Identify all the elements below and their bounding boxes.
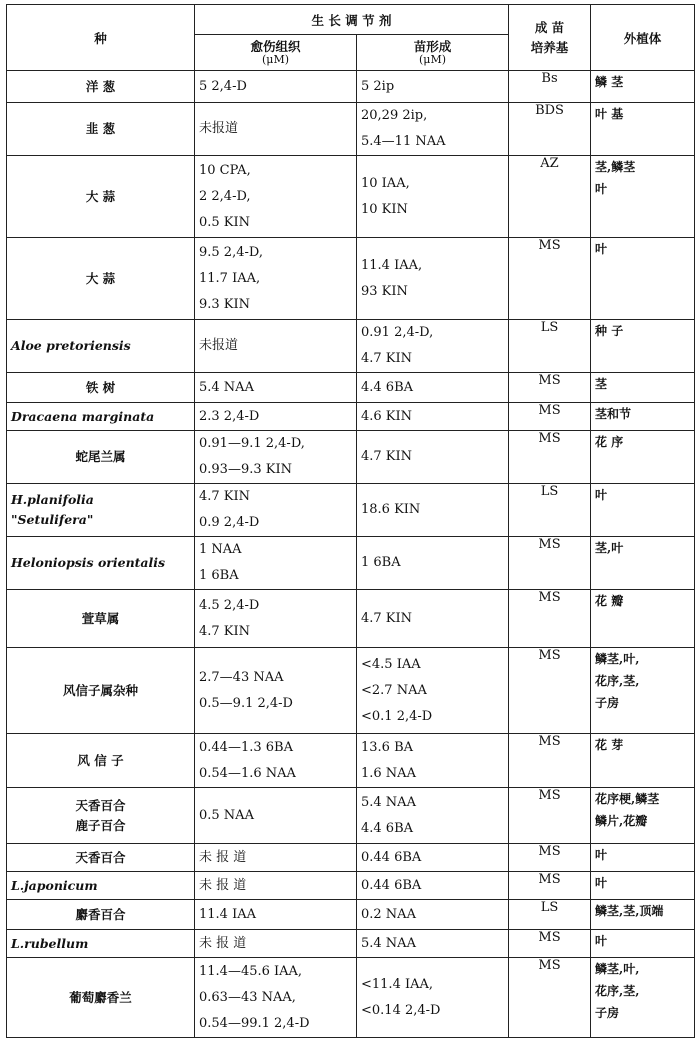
shoot-cell-line: <0.14 2,4-D xyxy=(361,1002,441,1018)
shoot-cell xyxy=(357,156,509,238)
shoot-cell-line: 0.2 NAA xyxy=(361,906,416,922)
header-shoot-unit: (μM) xyxy=(419,52,446,66)
species-cell xyxy=(7,431,195,484)
table-row xyxy=(7,788,695,844)
species-cell xyxy=(7,844,195,872)
header-regulators: 生 长 调 节 剂 xyxy=(195,5,509,35)
explant-cell-line: 茎,鳞茎 xyxy=(595,160,636,174)
table-row xyxy=(7,373,695,403)
shoot-cell-line: <0.1 2,4-D xyxy=(361,708,433,724)
species-cell xyxy=(7,590,195,648)
explant-cell xyxy=(591,71,695,103)
species-cell-line: "Setulifera" xyxy=(11,512,94,527)
shoot-cell-line: 0.44 6BA xyxy=(361,877,422,893)
species-cell xyxy=(7,71,195,103)
shoot-cell xyxy=(357,103,509,156)
explant-cell xyxy=(591,734,695,788)
species-cell-line: Aloe pretoriensis xyxy=(11,338,131,353)
explant-cell-line: 叶 基 xyxy=(595,107,624,121)
table-row xyxy=(7,156,695,238)
explant-cell-line: 鳞 茎 xyxy=(595,75,624,89)
species-cell-line: 韭 葱 xyxy=(85,121,116,136)
explant-cell xyxy=(591,930,695,958)
species-cell xyxy=(7,958,195,1038)
callus-cell xyxy=(195,238,357,320)
callus-cell-line: 0.5 KIN xyxy=(199,214,251,230)
medium-cell: MS xyxy=(509,844,591,872)
explant-cell xyxy=(591,844,695,872)
explant-cell-line: 叶 xyxy=(595,182,608,196)
callus-cell xyxy=(195,872,357,900)
medium-cell: MS xyxy=(509,403,591,431)
callus-cell-line: 未 报 道 xyxy=(199,877,247,893)
species-cell-line: H.planifolia xyxy=(11,492,94,507)
shoot-cell-line: 4.6 KIN xyxy=(361,408,413,424)
shoot-cell xyxy=(357,590,509,648)
shoot-cell-line: 0.91 2,4-D, xyxy=(361,325,434,340)
header-shoot xyxy=(357,35,509,71)
explant-cell xyxy=(591,373,695,403)
callus-cell-line: 5 2,4-D xyxy=(199,78,247,94)
shoot-cell xyxy=(357,431,509,484)
shoot-cell xyxy=(357,872,509,900)
callus-cell-line: 9.5 2,4-D, xyxy=(199,244,263,260)
shoot-cell xyxy=(357,71,509,103)
explant-cell-line: 茎和节 xyxy=(595,407,632,421)
shoot-cell xyxy=(357,238,509,320)
shoot-cell-line: 4.4 6BA xyxy=(361,379,414,395)
shoot-cell xyxy=(357,900,509,930)
table-row xyxy=(7,844,695,872)
medium-cell: MS xyxy=(509,648,591,734)
species-cell-line: 大 蒜 xyxy=(85,270,116,286)
medium-cell: MS xyxy=(509,872,591,900)
header-callus-unit: (μM) xyxy=(262,52,289,66)
callus-cell xyxy=(195,590,357,648)
callus-cell xyxy=(195,900,357,930)
explant-cell-line: 叶 xyxy=(595,876,608,890)
callus-cell-line: 2 2,4-D, xyxy=(199,188,251,204)
table-row xyxy=(7,484,695,537)
table-row xyxy=(7,900,695,930)
shoot-cell xyxy=(357,373,509,403)
species-cell-line: 天香百合 xyxy=(75,797,126,813)
table-row xyxy=(7,537,695,590)
callus-cell-line: 未报道 xyxy=(199,338,239,353)
callus-cell-line: 1 6BA xyxy=(199,568,239,583)
species-cell-line: 风 信 子 xyxy=(77,752,124,768)
table-header xyxy=(7,5,695,71)
shoot-cell-line: <4.5 IAA xyxy=(361,656,421,672)
species-cell xyxy=(7,648,195,734)
callus-cell-line: 0.93—9.3 KIN xyxy=(199,462,292,477)
table-row xyxy=(7,734,695,788)
explant-cell xyxy=(591,156,695,238)
species-cell-line: 蛇尾兰属 xyxy=(75,449,126,464)
species-cell-line: 萱草属 xyxy=(81,610,120,626)
medium-cell: MS xyxy=(509,788,591,844)
shoot-cell-line: 4.4 6BA xyxy=(361,820,414,836)
species-cell-line: L.rubellum xyxy=(11,935,89,951)
species-cell xyxy=(7,156,195,238)
callus-cell-line: 4.7 KIN xyxy=(199,623,251,639)
explant-cell-line: 鳞茎,茎,顶端 xyxy=(595,904,664,918)
medium-cell: MS xyxy=(509,431,591,484)
table-row xyxy=(7,648,695,734)
species-cell xyxy=(7,103,195,156)
callus-cell xyxy=(195,403,357,431)
medium-cell: MS xyxy=(509,590,591,648)
callus-cell xyxy=(195,844,357,872)
medium-cell: LS xyxy=(509,484,591,537)
explant-cell xyxy=(591,900,695,930)
shoot-cell xyxy=(357,734,509,788)
table-row xyxy=(7,403,695,431)
callus-cell xyxy=(195,103,357,156)
shoot-cell-line: 0.44 6BA xyxy=(361,849,422,865)
callus-cell-line: 9.3 KIN xyxy=(199,296,251,312)
species-cell xyxy=(7,373,195,403)
explant-cell-line: 鳞茎,叶, xyxy=(595,652,640,666)
species-cell-line: L.japonicum xyxy=(11,877,98,893)
explant-cell xyxy=(591,431,695,484)
shoot-cell-line: <11.4 IAA, xyxy=(361,976,434,992)
callus-cell xyxy=(195,788,357,844)
callus-cell-line: 0.5—9.1 2,4-D xyxy=(199,695,293,711)
callus-cell xyxy=(195,958,357,1038)
explant-cell-line: 叶 xyxy=(595,488,608,502)
table-row xyxy=(7,872,695,900)
callus-cell xyxy=(195,648,357,734)
explant-cell xyxy=(591,788,695,844)
species-cell xyxy=(7,320,195,373)
callus-cell-line: 2.3 2,4-D xyxy=(199,408,260,424)
species-cell xyxy=(7,900,195,930)
table-row xyxy=(7,930,695,958)
explant-cell xyxy=(591,590,695,648)
shoot-cell-line: 4.7 KIN xyxy=(361,449,413,464)
species-cell-line: 麝香百合 xyxy=(75,906,126,922)
shoot-cell-line: <2.7 NAA xyxy=(361,682,427,698)
species-cell-line: 大 蒜 xyxy=(85,188,116,204)
callus-cell xyxy=(195,930,357,958)
species-cell-line: 天香百合 xyxy=(75,849,126,865)
callus-cell xyxy=(195,537,357,590)
callus-cell-line: 0.54—99.1 2,4-D xyxy=(199,1015,310,1031)
shoot-cell-line: 1.6 NAA xyxy=(361,765,416,781)
table-row xyxy=(7,71,695,103)
shoot-cell xyxy=(357,484,509,537)
callus-cell-line: 10 CPA, xyxy=(199,162,251,178)
explant-cell xyxy=(591,872,695,900)
callus-cell xyxy=(195,373,357,403)
table-row xyxy=(7,103,695,156)
table-row xyxy=(7,431,695,484)
callus-cell-line: 11.4—45.6 IAA, xyxy=(199,963,303,979)
species-cell-line: Heloniopsis orientalis xyxy=(11,555,166,570)
species-cell-line: 鹿子百合 xyxy=(75,817,126,833)
shoot-cell xyxy=(357,403,509,431)
table-row xyxy=(7,958,695,1038)
explant-cell-line: 鳞片,花瓣 xyxy=(595,814,648,828)
explant-cell-line: 子房 xyxy=(595,1006,620,1020)
medium-cell: MS xyxy=(509,958,591,1038)
medium-cell: LS xyxy=(509,900,591,930)
medium-cell: AZ xyxy=(509,156,591,238)
callus-cell xyxy=(195,431,357,484)
header-medium-line2: 培养基 xyxy=(530,39,569,55)
callus-cell-line: 0.54—1.6 NAA xyxy=(199,765,296,781)
header-species: 种 xyxy=(7,5,195,71)
header-medium-line1: 成 苗 xyxy=(534,19,565,35)
explant-cell-line: 花序,茎, xyxy=(595,674,640,688)
callus-cell-line: 未 报 道 xyxy=(199,935,247,951)
explant-cell-line: 叶 xyxy=(595,848,608,862)
callus-cell xyxy=(195,320,357,373)
explant-cell-line: 花 序 xyxy=(595,435,624,449)
shoot-cell xyxy=(357,958,509,1038)
shoot-cell-line: 5.4 NAA xyxy=(361,935,416,951)
callus-cell xyxy=(195,734,357,788)
species-cell-line: Dracaena marginata xyxy=(11,408,155,424)
species-cell xyxy=(7,484,195,537)
species-cell-line: 铁 树 xyxy=(85,379,116,395)
species-cell-line: 风信子属杂种 xyxy=(62,682,138,698)
explant-cell xyxy=(591,537,695,590)
callus-cell xyxy=(195,156,357,238)
species-cell xyxy=(7,930,195,958)
shoot-cell xyxy=(357,320,509,373)
table-row xyxy=(7,238,695,320)
shoot-cell-line: 5 2ip xyxy=(361,78,395,94)
callus-cell-line: 0.9 2,4-D xyxy=(199,515,260,530)
header-callus-label: 愈伤组织 xyxy=(250,38,301,54)
callus-cell-line: 11.7 IAA, xyxy=(199,270,261,286)
species-cell xyxy=(7,537,195,590)
shoot-cell-line: 4.7 KIN xyxy=(361,610,413,626)
table-row xyxy=(7,590,695,648)
shoot-cell xyxy=(357,930,509,958)
shoot-cell xyxy=(357,844,509,872)
shoot-cell-line: 11.4 IAA, xyxy=(361,257,423,273)
species-cell xyxy=(7,734,195,788)
species-cell xyxy=(7,238,195,320)
callus-cell-line: 4.5 2,4-D xyxy=(199,597,260,613)
callus-cell-line: 5.4 NAA xyxy=(199,379,254,395)
medium-cell: LS xyxy=(509,320,591,373)
shoot-cell xyxy=(357,648,509,734)
explant-cell-line: 花 芽 xyxy=(595,738,624,752)
shoot-cell-line: 10 KIN xyxy=(361,201,408,217)
species-cell xyxy=(7,872,195,900)
callus-cell-line: 未 报 道 xyxy=(199,849,247,865)
explant-cell-line: 茎,叶 xyxy=(595,541,624,555)
table-row xyxy=(7,320,695,373)
callus-cell-line: 1 NAA xyxy=(199,542,242,557)
header-medium xyxy=(509,5,591,71)
shoot-cell xyxy=(357,537,509,590)
shoot-cell-line: 13.6 BA xyxy=(361,739,414,755)
callus-cell-line: 0.44—1.3 6BA xyxy=(199,739,293,755)
explant-cell-line: 叶 xyxy=(595,242,608,256)
medium-cell: MS xyxy=(509,537,591,590)
species-cell xyxy=(7,788,195,844)
explant-cell-line: 鳞茎,叶, xyxy=(595,962,640,976)
species-cell xyxy=(7,403,195,431)
callus-cell-line: 11.4 IAA xyxy=(199,906,256,922)
shoot-cell-line: 10 IAA, xyxy=(361,175,410,191)
header-explant: 外植体 xyxy=(591,5,695,71)
medium-cell: Bs xyxy=(509,71,591,103)
shoot-cell-line: 18.6 KIN xyxy=(361,502,421,517)
shoot-cell-line: 4.7 KIN xyxy=(361,351,413,366)
explant-cell xyxy=(591,484,695,537)
species-cell-line: 洋 葱 xyxy=(85,78,116,94)
explant-cell-line: 花 瓣 xyxy=(595,594,624,608)
species-cell-line: 葡萄麝香兰 xyxy=(69,989,132,1005)
regulator-table xyxy=(6,4,695,1038)
medium-cell: MS xyxy=(509,734,591,788)
explant-cell-line: 花序梗,鳞茎 xyxy=(595,792,660,806)
explant-cell-line: 种 子 xyxy=(595,324,624,338)
shoot-cell-line: 5.4—11 NAA xyxy=(361,134,446,149)
explant-cell xyxy=(591,648,695,734)
medium-cell: MS xyxy=(509,930,591,958)
shoot-cell-line: 20,29 2ip, xyxy=(361,108,428,123)
shoot-cell-line: 93 KIN xyxy=(361,283,408,299)
shoot-cell xyxy=(357,788,509,844)
explant-cell-line: 花序,茎, xyxy=(595,984,640,998)
header-shoot-label: 苗形成 xyxy=(413,38,452,54)
medium-cell: MS xyxy=(509,373,591,403)
explant-cell-line: 茎 xyxy=(595,377,608,391)
shoot-cell-line: 5.4 NAA xyxy=(361,794,416,810)
medium-cell: BDS xyxy=(509,103,591,156)
callus-cell-line: 未报道 xyxy=(199,121,239,136)
callus-cell xyxy=(195,71,357,103)
callus-cell xyxy=(195,484,357,537)
callus-cell-line: 2.7—43 NAA xyxy=(199,669,284,685)
callus-cell-line: 0.91—9.1 2,4-D, xyxy=(199,436,305,451)
explant-cell xyxy=(591,958,695,1038)
table-body xyxy=(7,71,695,1038)
explant-cell-line: 叶 xyxy=(595,934,608,948)
callus-cell-line: 0.63—43 NAA, xyxy=(199,989,296,1005)
explant-cell xyxy=(591,238,695,320)
explant-cell xyxy=(591,403,695,431)
medium-cell: MS xyxy=(509,238,591,320)
callus-cell-line: 0.5 NAA xyxy=(199,807,254,823)
header-callus xyxy=(195,35,357,71)
shoot-cell-line: 1 6BA xyxy=(361,555,401,570)
explant-cell xyxy=(591,320,695,373)
explant-cell xyxy=(591,103,695,156)
explant-cell-line: 子房 xyxy=(595,696,620,710)
callus-cell-line: 4.7 KIN xyxy=(199,489,251,504)
